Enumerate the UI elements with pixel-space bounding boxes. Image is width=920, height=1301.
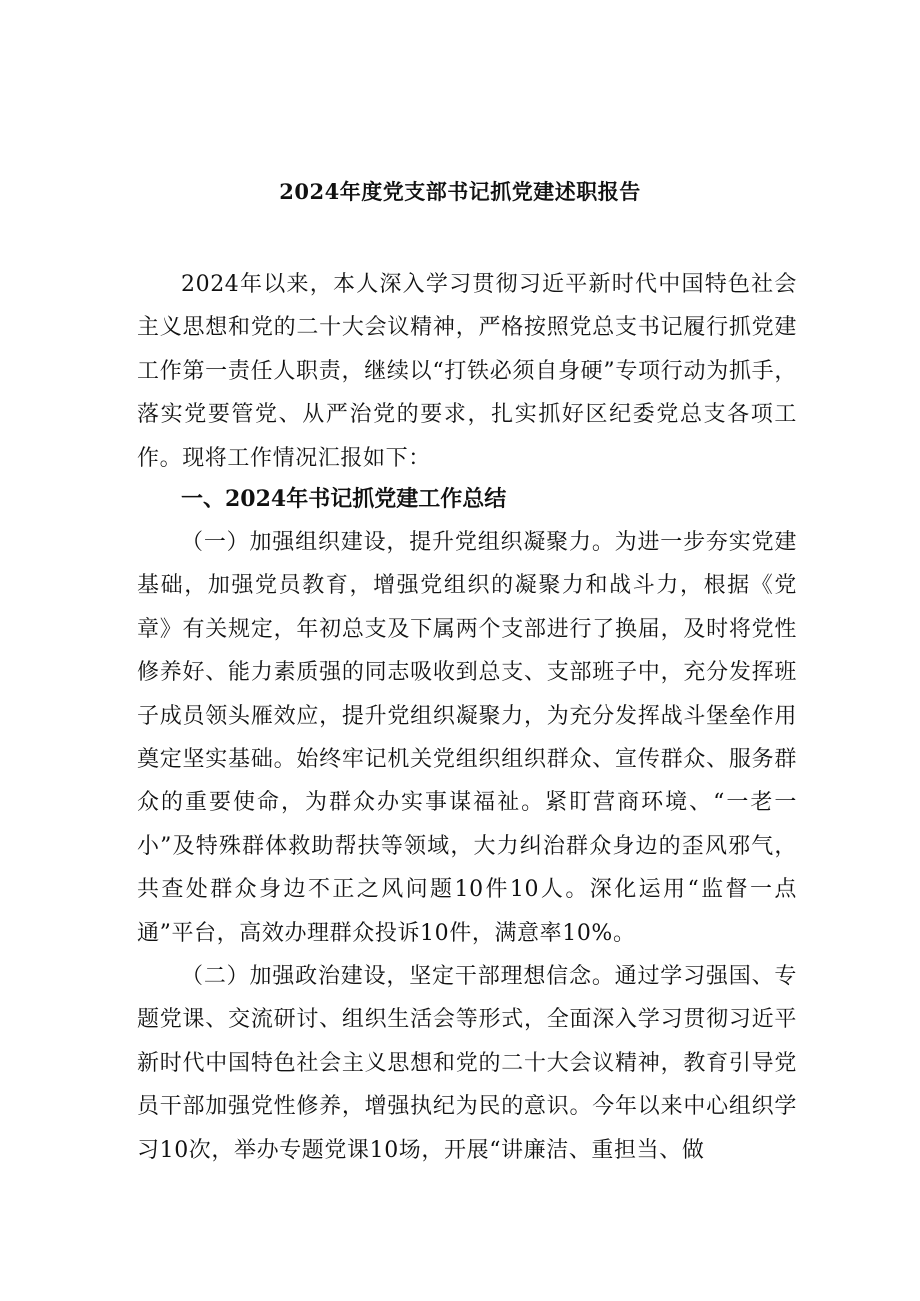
paragraph-organization-building: （一）加强组织建设，提升党组织凝聚力。为进一步夯实党建基础，加强党员教育，增强党组织的凝聚力和战斗力，根据《党章》有关规定，年初总支及下属两个支部进行了换届，及时将党性修养好、能力素质强的同志吸收到总支、支部班子中，充分发挥班子成员领头雁效应，提升党组织凝聚力，为充分发挥战斗堡垒作用奠定坚实基础。始终牢记机关党组织组织群众、宣传群众、服务群众的重要使命，为群众办实事谋福祉。紧盯营商环境、“一老一小”及特殊群体救助帮扶等领域，大力纠治群众身边的歪风邪气，共查处群众身边不正之风问题10件10人。深化运用“监督一点通”平台，高效办理群众投诉10件，满意率10%。: [137, 530, 797, 946]
document-title: 2024年度党支部书记抓党建述职报告: [279, 179, 641, 204]
section-heading-1: 一、2024年书记抓党建工作总结: [181, 486, 507, 512]
intro-paragraph: 2024年以来，本人深入学习贯彻习近平新时代中国特色社会主义思想和党的二十大会议精神，严格按照党总支书记履行抓党建工作第一责任人职责，继续以“打铁必须自身硬”专项行动为抓手，落实党要管党、从严治党的要求，扎实抓好区纪委党总支各项工作。现将工作情况汇报如下：: [137, 272, 797, 471]
paragraph-political-building: （二）加强政治建设，坚定干部理想信念。通过学习强国、专题党课、交流研讨、组织生活会等形式，全面深入学习贯彻习近平新时代中国特色社会主义思想和党的二十大会议精神，教育引导党员干部加强党性修养，增强执纪为民的意识。今年以来中心组织学习10次，举办专题党课10场，开展“讲廉洁、重担当、做: [137, 964, 797, 1163]
